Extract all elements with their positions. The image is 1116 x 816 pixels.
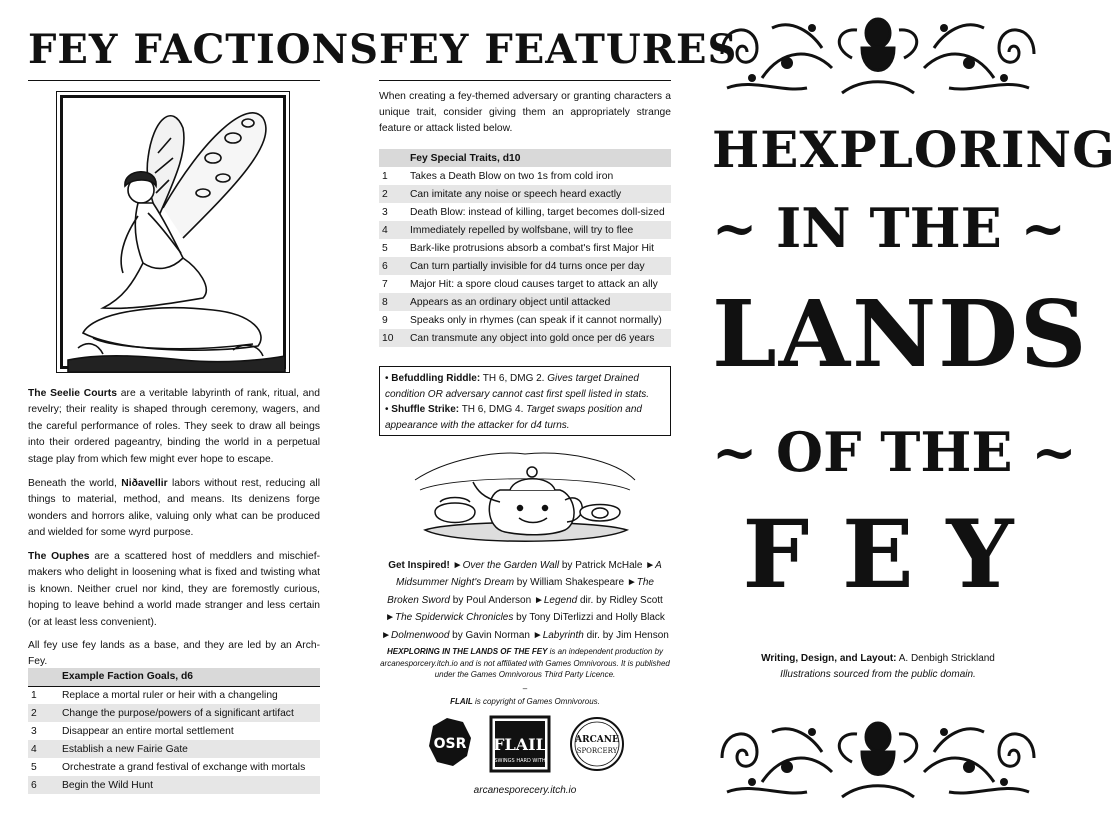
osr-logo-icon xyxy=(429,718,471,766)
fairy-illustration xyxy=(60,95,286,369)
table-row: 8 Appears as an ordinary object until attacked xyxy=(379,293,671,311)
title-hexploring: HEXPLORING xyxy=(712,120,1116,179)
fey-attacks-box xyxy=(379,366,671,436)
table-row: 10 Can transmute any object into gold once per d6 years xyxy=(379,329,671,347)
website-link[interactable]: arcanesporecery.itch.io xyxy=(473,785,577,796)
table-row: 6 Begin the Wild Hunt xyxy=(28,776,320,794)
tea-set-illustration xyxy=(415,450,635,550)
table-row: 7 Major Hit: a spore cloud causes target to attack an ally xyxy=(382,278,658,290)
flail-logo-text: FLAIL xyxy=(493,735,547,754)
table-row: 5 Bark-like protrusions absorb a combat's first Major Hit xyxy=(382,242,655,254)
table-row: 4 Establish a new Fairie Gate xyxy=(28,740,320,758)
ornament-scroll-icon xyxy=(712,712,1044,804)
table-row: 1 Replace a mortal ruler or heir with a changeling xyxy=(31,689,278,701)
logos-graphic xyxy=(427,716,627,772)
flail-copyright-notice: FLAIL is copyright of Games Omnivorous. xyxy=(450,697,600,706)
shuffle-strike-attack: • Shuffle Strike: TH 6, DMG 4. Target swaps position and appearance with the attacker for d4 turns. xyxy=(385,404,642,431)
publisher-logos xyxy=(427,716,627,772)
teapot-icon xyxy=(415,450,635,550)
table-row: 6 Can turn partially invisible for d4 turns once per day xyxy=(379,257,671,275)
arch-fey-paragraph: All fey use fey lands as a base, and they are led by an Arch-Fey. xyxy=(28,640,320,668)
table-row: 4 Immediately repelled by wolfsbane, will try to flee xyxy=(379,221,671,239)
heading-rule xyxy=(379,80,671,81)
features-intro: When creating a fey-themed adversary or granting characters a unique trait, consider giving them an appropriately strange feature or attack listed below. xyxy=(379,91,671,134)
top-ornament xyxy=(712,8,1044,100)
arrow-icon: ► xyxy=(532,629,543,641)
table-row: 2 Change the purpose/powers of a significant artifact xyxy=(28,704,320,722)
arrow-icon: ► xyxy=(533,594,544,606)
heading-rule xyxy=(28,80,320,81)
arrow-icon: ► xyxy=(381,629,392,641)
credits xyxy=(712,651,1044,683)
arcane-logo-bottom: SPORCERY xyxy=(576,747,618,755)
arrow-icon: ► xyxy=(645,560,656,571)
ouphes-paragraph: The Ouphes are a scattered host of meddlers and mischief-makers who delight in loosening what is fixed and twisting what is known. Neither cruel nor kind, they are foremostly curious, hoping to leave behind a world made stranger and less certain (or at least less convenient). xyxy=(28,551,321,628)
table-row: 3 Death Blow: instead of killing, target becomes doll-sized xyxy=(382,206,665,218)
table-row: 9 Speaks only in rhymes (can speak if it cannot normally) xyxy=(382,314,662,326)
title-fey: F E Y xyxy=(742,500,1014,610)
credit-name: A. Denbigh Strickland xyxy=(896,653,995,664)
seelie-courts-name: The Seelie Courts xyxy=(28,388,117,399)
bottom-ornament xyxy=(712,712,1044,804)
table-row: 1 Takes a Death Blow on two 1s from cold iron xyxy=(382,170,614,182)
arrow-icon: ► xyxy=(626,577,637,589)
legal-divider: – xyxy=(522,684,528,693)
fey-features-heading: FEY FEATURES xyxy=(379,26,738,73)
title-lands: LANDS xyxy=(712,280,1089,388)
befuddling-riddle-attack: • Befuddling Riddle: TH 6, DMG 2. Gives target Drained condition OR adversary cannot cast first spell listed in stats. xyxy=(385,373,650,400)
table-row: 3 Disappear an entire mortal settlement xyxy=(31,725,234,737)
table-row: 2 Can imitate any noise or speech heard exactly xyxy=(379,185,671,203)
get-inspired-list: Get Inspired! ►Over the Garden Wall by Patrick McHale ►A Midsummer Night's Dream by William Shakespeare ►The Broken Sword by Poul Anderson ►Legend dir. by Ridley Scott ►The Spiderwick Chronicles by Tony DiTerlizzi and Holly Black ►Dolmenwood by Gavin Norman ►Labyrinth dir. by Jim Henson xyxy=(381,560,669,641)
special-traits-table xyxy=(379,149,671,347)
arcane-sporcery-logo-icon xyxy=(571,718,623,770)
seelie-courts-paragraph: The Seelie Courts are a veritable labyrinth of rank, ritual, and revelry; their reality is shaped through ceremony, wagers, and the careful performance of roles. They seek to draw all beings into their ordered pageantry, binding the world in a perpetual stage play from which few might ever hope to escape. xyxy=(28,388,320,465)
ornament-scroll-icon xyxy=(712,8,1044,100)
arrow-icon: ► xyxy=(452,560,463,571)
flail-logo-icon xyxy=(491,717,549,771)
fey-factions-heading: FEY FACTIONS xyxy=(28,26,380,73)
osr-logo-text: OSR xyxy=(433,736,467,752)
flail-logo-subtext: SWINGS HARD WITH xyxy=(494,758,546,764)
illustration-credit: Illustrations sourced from the public domain. xyxy=(780,669,976,680)
arcane-logo-top: ARCANE xyxy=(575,735,619,745)
special-traits-title: Fey Special Traits, d10 xyxy=(407,149,671,167)
nidavellir-name: Niðavellir xyxy=(121,478,168,489)
table-row: 5 Orchestrate a grand festival of exchange with mortals xyxy=(31,761,306,773)
nidavellir-paragraph: Beneath the world, Niðavellir labors without rest, reducing all things to material, method, and means. Its denizens forge wonders and horrors alike, valuing only what can be produced and wielded for some wyrd purpose. xyxy=(28,478,320,539)
arrow-icon: ► xyxy=(385,612,395,624)
fairy-drawing-icon xyxy=(63,98,289,372)
title-in-the: ~ IN THE ~ xyxy=(712,196,1066,260)
faction-goals-title: Example Faction Goals, d6 xyxy=(59,668,320,686)
independent-production-notice: HEXPLORING IN THE LANDS OF THE FEY is an independent production by arcanesporcery.itch.io and is not affiliated with Games Omnivorous. It is published under the Games Omnivorous Third Party Licence. xyxy=(380,647,670,679)
ouphes-name: The Ouphes xyxy=(28,551,90,562)
credit-label: Writing, Design, and Layout: xyxy=(761,653,897,664)
get-inspired-label: Get Inspired! xyxy=(388,560,450,571)
faction-goals-table xyxy=(28,668,320,794)
title-of-the: ~ OF THE ~ xyxy=(712,420,1077,484)
